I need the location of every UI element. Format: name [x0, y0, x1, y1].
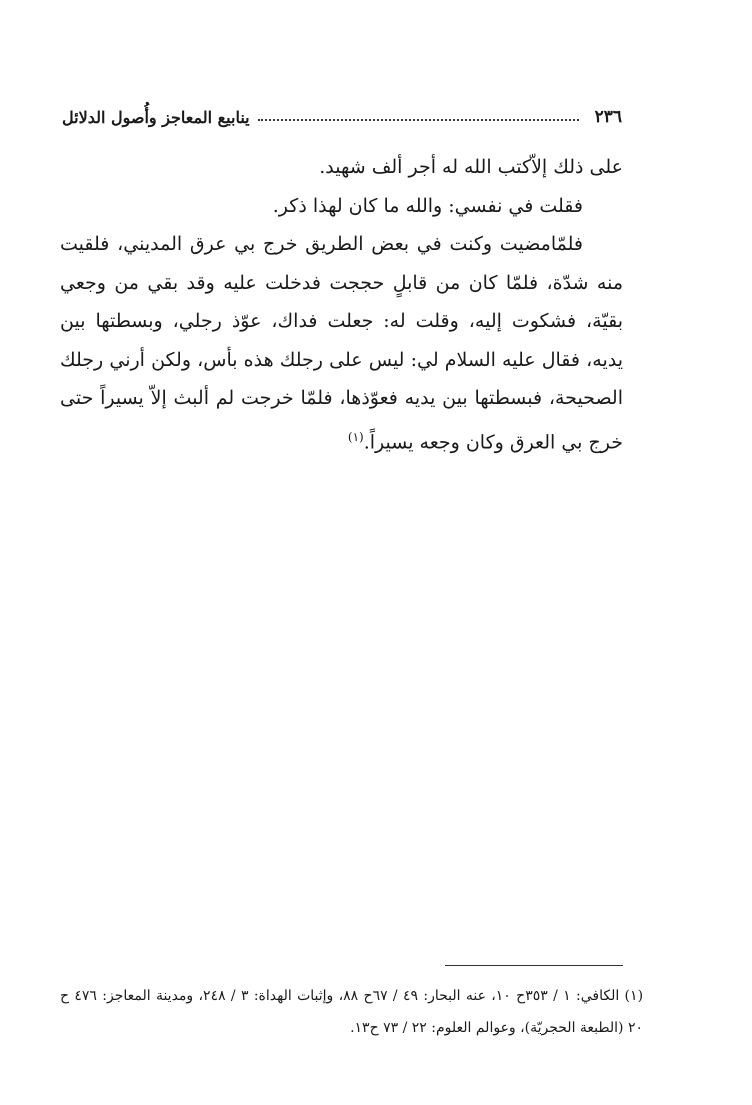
body-text	[60, 148, 623, 461]
footnote-marker: (١)	[347, 429, 364, 444]
footnote-text: (١) الكافي: ١ / ٣٥٣ح ١٠، عنه البحار: ٤٩ / ٦٧ح ٨٨، وإثبات الهداة: ٣ / ٢٤٨، ومدينة المعاجز: ٤٧٦ ح ٢٠ (الطبعة الحجريّة)، وعوالم العلوم: ٢٢ / ٧٣ ح١٣.	[60, 988, 644, 1036]
paragraph-text: فلمّامضيت وكنت في بعض الطريق خرج بي عرق المديني، فلقيت منه شدّة، فلمّا كان من قابلٍ حججت فدخلت عليه وقد بقي من وجعي بقيّة، فشكوت إليه، وقلت له: جعلت فداك، عوّذ رجلي، وبسطتها بين يديه، فقال عليه السلام لي: ليس على رجلك هذه بأس، ولكن أرني رجلك الصحيحة، فبسطتها بين يديه فعوّذها، فلمّا خرجت لم ألبث إلاّ يسيراً حتى خرج بي العرق وكان وجعه يسيراً.	[60, 233, 623, 453]
book-title: ينابيع المعاجز وأُصول الدلائل	[62, 107, 250, 127]
footnote-separator	[445, 965, 623, 966]
header-dot-leader	[258, 119, 579, 121]
body-line: على ذلك إلاّكتب الله له أجر ألف شهيد.	[319, 156, 623, 178]
page-number: ٢٣٦	[594, 107, 622, 127]
footnote	[60, 980, 643, 1044]
running-header	[62, 102, 622, 132]
body-paragraph	[60, 225, 623, 461]
body-line: فقلت في نفسي: والله ما كان لهذا ذكر.	[272, 194, 583, 217]
